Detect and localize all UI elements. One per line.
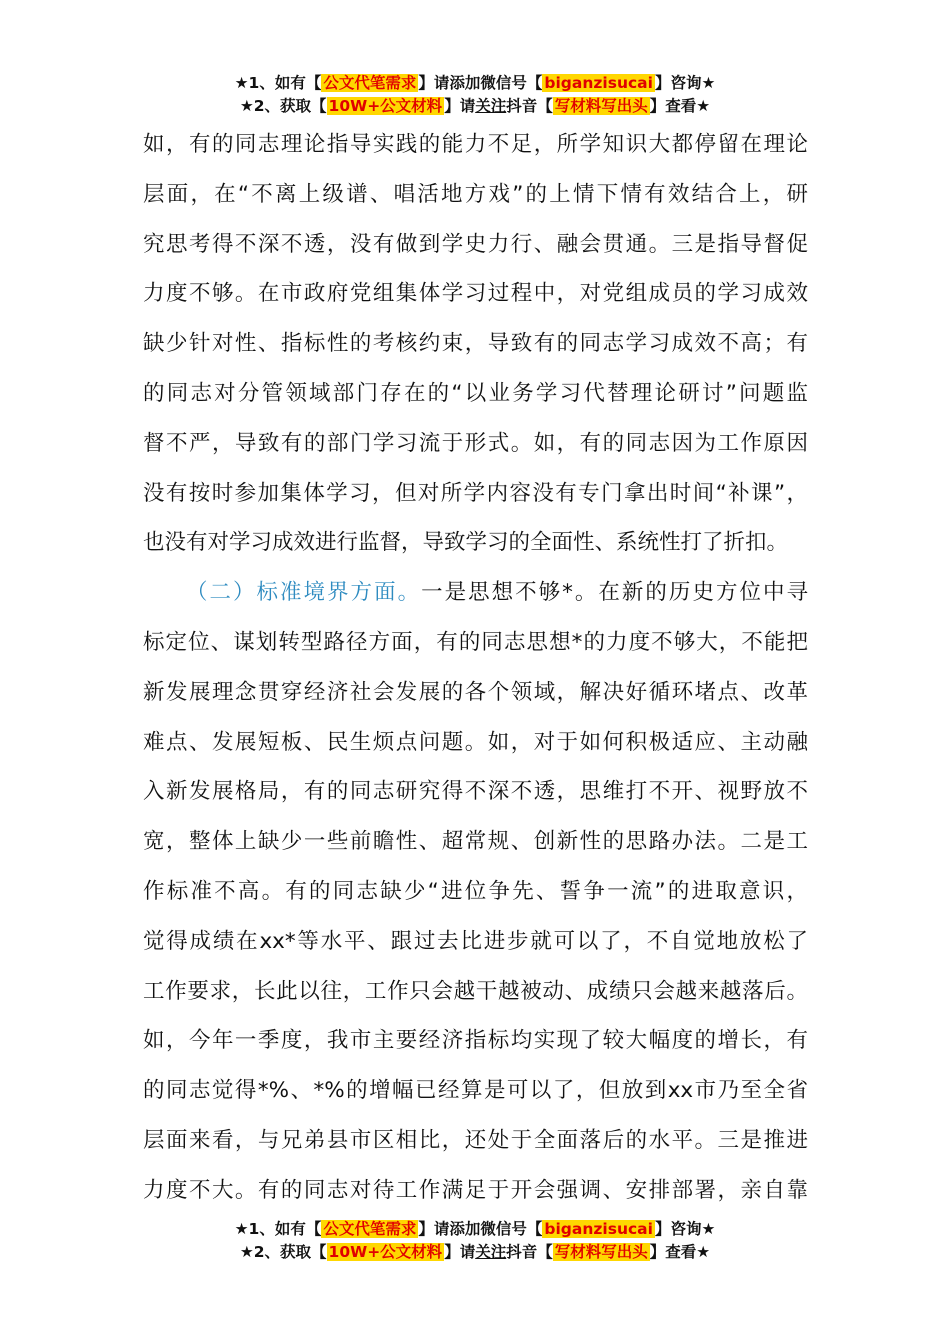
banner-text: 】咨询★ [654,1220,716,1238]
banner-emphasis: 关注 [475,97,507,115]
banner-text: ★2、获取【 [239,97,327,115]
banner-text: ★1、如有【 [234,1220,322,1238]
banner-text: 】请 [418,74,450,92]
banner-highlight: 公文代笔需求 [323,74,417,92]
text-line: 缺少针对性、指标性的考核约束，导致有的同志学习成效不高；有 [143,331,808,357]
section-heading: （二）标准境界方面。 [186,580,422,606]
banner-text: 】查看★ [649,97,711,115]
header-banner [0,72,950,118]
banner-wechat-id: biganzisucai [544,74,653,92]
text-line: 作标准不高。有的同志缺少“进位争先、誓争一流”的进取意识， [143,878,808,904]
text-line: 工作要求，长此以往，工作只会越干越被动、成绩只会越来越落后。 [143,978,808,1004]
text-line: 力度不大。有的同志对待工作满足于开会强调、安排部署，亲自靠 [143,1177,808,1203]
banner-highlight: 公文代笔需求 [323,1220,417,1238]
text-line: 标定位、谋划转型路径方面，有的同志思想*的力度不够大，不能把 [143,629,808,655]
text-line: 宽，整体上缺少一些前瞻性、超常规、创新性的思路办法。二是工 [143,829,808,855]
banner-text: 】咨询★ [654,74,716,92]
document-body [143,120,808,1216]
text-segment: 一是思想不够*。在新的历史方位中寻 [421,580,808,606]
banner-emphasis: 添加 [449,74,481,92]
banner-line-1 [0,72,950,95]
text-line: 也没有对学习成效进行监督，导致学习的全面性、系统性打了折扣。 [143,530,789,556]
text-line: 层面来看，与兄弟县市区相比，还处于全面落后的水平。三是推进 [143,1127,808,1153]
text-line: 没有按时参加集体学习，但对所学内容没有专门拿出时间“补课”， [143,480,808,506]
text-line: 力度不够。在市政府党组集体学习过程中，对党组成员的学习成效 [143,281,808,307]
text-line: 入新发展格局，有的同志研究得不深不透，思维打不开、视野放不 [143,779,808,805]
banner-line-2 [0,95,950,118]
banner-line-1 [0,1218,950,1241]
text-line: 督不严，导致有的部门学习流于形式。如，有的同志因为工作原因 [143,430,808,456]
banner-douyin-id: 写材料写出头 [554,1243,648,1261]
text-line: 如，有的同志理论指导实践的能力不足，所学知识大都停留在理论 [143,132,808,157]
text-line: 究思考得不深不透，没有做到学史力行、融会贯通。三是指导督促 [143,231,808,257]
banner-emphasis: 关注 [475,1243,507,1261]
banner-text: 微信号【 [480,74,543,92]
text-line: 的同志觉得*%、*%的增幅已经算是可以了，但放到xx市乃至全省 [143,1078,808,1104]
text-line: 层面，在“不离上级谱、唱活地方戏”的上情下情有效结合上，研 [143,181,808,207]
footer-banner [0,1218,950,1264]
banner-line-2 [0,1241,950,1264]
banner-text: 抖音【 [506,1243,553,1261]
text-line: 难点、发展短板、民生烦点问题。如，对于如何积极适应、主动融 [143,729,808,755]
section-heading-line [143,568,808,618]
text-line: 觉得成绩在xx*等水平、跟过去比进步就可以了，不自觉地放松了 [143,928,808,954]
text-line: 如，今年一季度，我市主要经济指标均实现了较大幅度的增长，有 [143,1028,808,1054]
banner-text: 】请 [444,1243,476,1261]
banner-text: ★1、如有【 [234,74,322,92]
text-line: 新发展理念贯穿经济社会发展的各个领域，解决好循环堵点、改革 [143,679,808,705]
banner-text: 】请 [444,97,476,115]
banner-highlight: 10W+公文材料 [328,1243,443,1261]
banner-text: 微信号【 [480,1220,543,1238]
text-line: 的同志对分管领域部门存在的“以业务学习代替理论研讨”问题监 [143,380,808,406]
banner-text: 】查看★ [649,1243,711,1261]
banner-douyin-id: 写材料写出头 [554,97,648,115]
banner-text: ★2、获取【 [239,1243,327,1261]
banner-highlight: 10W+公文材料 [328,97,443,115]
banner-text: 】请 [418,1220,450,1238]
banner-wechat-id: biganzisucai [544,1220,653,1238]
banner-text: 抖音【 [506,97,553,115]
banner-emphasis: 添加 [449,1220,481,1238]
